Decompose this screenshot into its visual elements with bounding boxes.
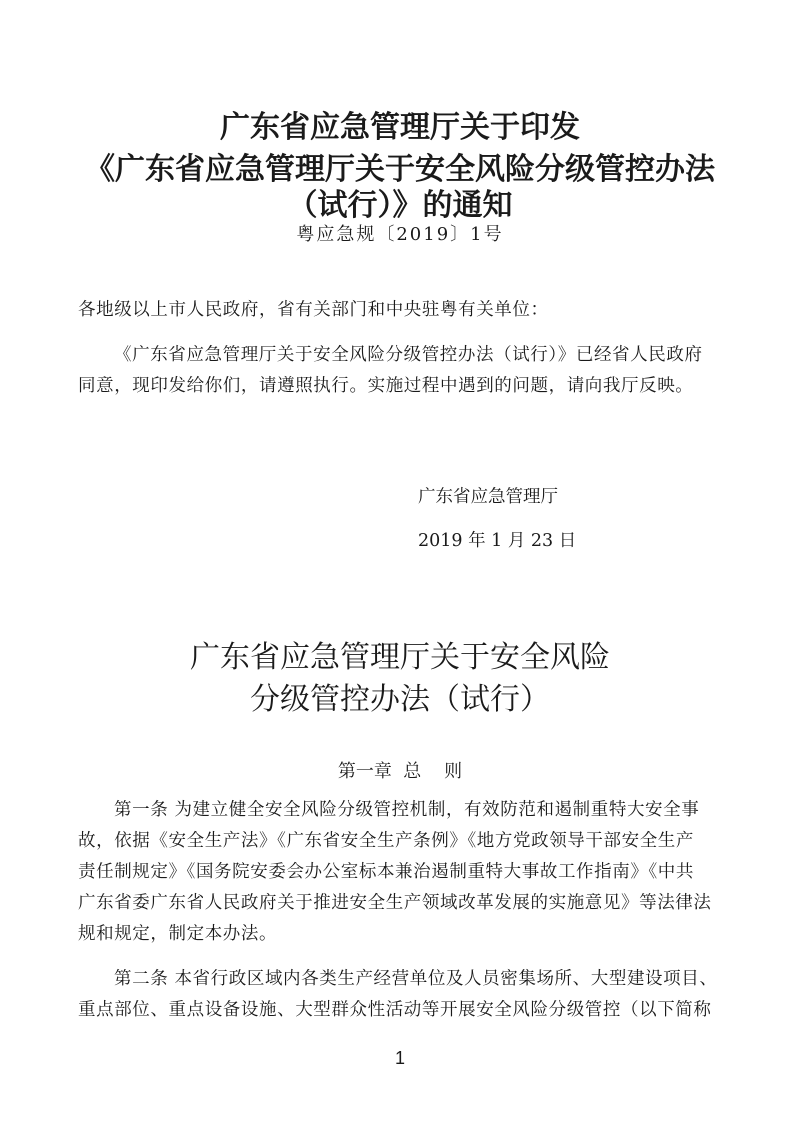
article1-line-3: 责任制规定》《国务院安委会办公室标本兼治遏制重特大事故工作指南》《中共 [78, 862, 694, 882]
notice-body-line-1: 《广东省应急管理厅关于安全风险分级管控办法（试行）》已经省人民政府 [114, 345, 703, 365]
chapter-heading: 第一章 总 则 [337, 761, 463, 782]
regulation-title-line-2: 分级管控办法（试行） [250, 682, 550, 717]
doc-number: 粤应急规〔2019〕1号 [296, 224, 504, 245]
article1-line-1: 第一条 为建立健全安全风险分级管控机制，有效防范和遏制重特大安全事 [114, 800, 700, 820]
regulation-title-line-1: 广东省应急管理厅关于安全风险 [190, 640, 610, 675]
article2-line-1: 第二条 本省行政区域内各类生产经营单位及人员密集场所、大型建设项目、 [114, 969, 718, 989]
article1-line-2: 故，依据《安全生产法》《广东省安全生产条例》《地方党政领导干部安全生产 [78, 831, 694, 851]
page-number: 1 [394, 1048, 405, 1068]
notice-title-line-2: 《广东省应急管理厅关于安全风险分级管控办法 [85, 152, 715, 187]
salutation: 各地级以上市人民政府，省有关部门和中央驻粤有关单位： [78, 300, 549, 320]
article1-line-5: 规和规定，制定本办法。 [78, 924, 278, 944]
article2-line-2: 重点部位、重点设备设施、大型群众性活动等开展安全风险分级管控（以下简称 [78, 1000, 712, 1020]
notice-title-line-1: 广东省应急管理厅关于印发 [220, 110, 580, 145]
signature-org: 广东省应急管理厅 [418, 487, 558, 507]
signature-date: 2019 年 1 月 23 日 [418, 531, 577, 551]
article1-line-4: 广东省委广东省人民政府关于推进安全生产领域改革发展的实施意见》等法律法 [78, 893, 712, 913]
notice-body-line-2: 同意，现印发给你们，请遵照执行。实施过程中遇到的问题，请向我厅反映。 [78, 376, 694, 396]
notice-title-line-3: （试行）》的通知 [287, 188, 513, 223]
